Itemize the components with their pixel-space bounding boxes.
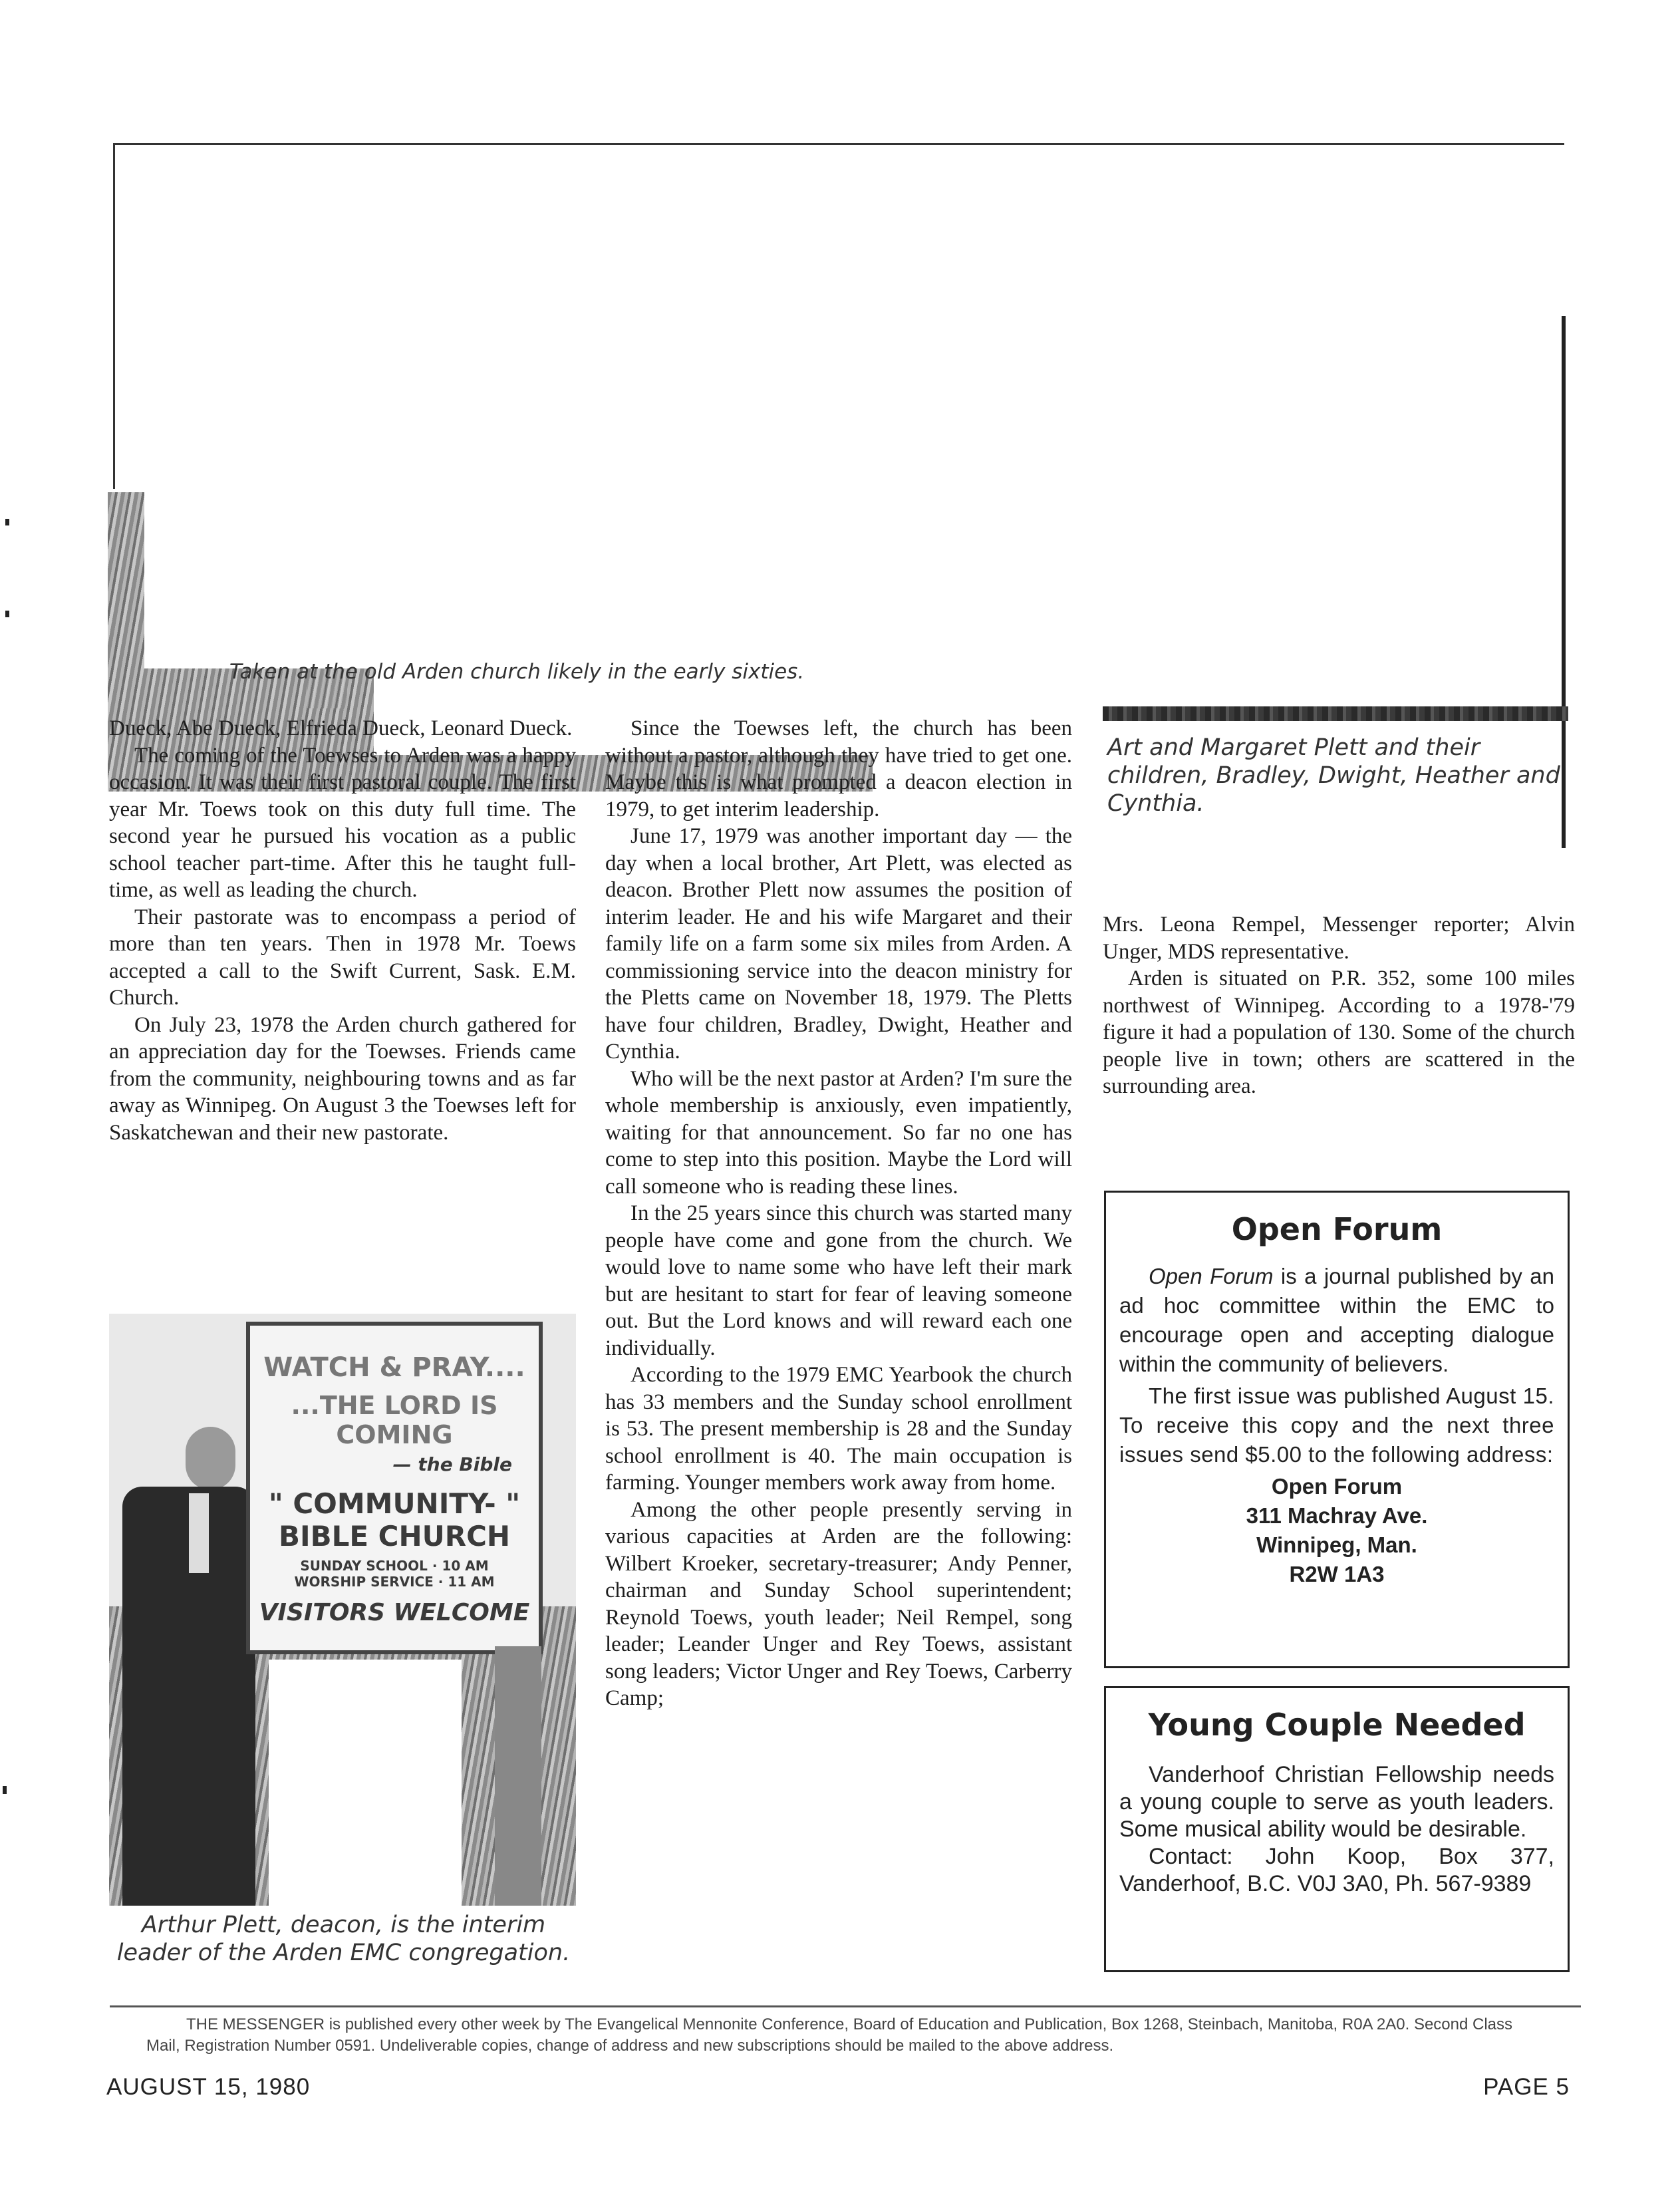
col2-para-3: Who will be the next pastor at Arden? I'm sure the whole membership is anxiously, even impatiently, waiting for that announcement. So far no one has come to step into this position. Maybe the Lord will call someone who is reading these lines. [605,1066,1072,1199]
sign-photo [109,1314,576,1906]
col2-para-1: Since the Toewses left, the church has been without a pastor, although they have tried to get one. Maybe this is what prompted a deacon election in 1979, to get interim leadership. [605,716,1072,821]
young-couple-title: Young Couple Needed [1148,1707,1526,1743]
top-photo-frame-left [113,143,115,489]
sign-photo-whiteout [269,1660,462,1906]
open-forum-intro [1119,1262,1554,1379]
sign-photo-caption: Arthur Plett, deacon, is the interim leader of the Arden EMC congregation. [116,1912,571,1966]
address-line-3: Winnipeg, Man. [1256,1533,1417,1557]
top-photo-frame-top [114,143,1564,145]
sign-line-3: — the Bible [392,1453,512,1475]
column-3 [1103,911,1575,1100]
col3-para-2: Arden is situated on P.R. 352, some 100 miles northwest of Winnipeg. According to a 1978-'79 figure it had a population of 130. Some of the church people live in town; others are scattered in the surrounding area. [1103,966,1575,1098]
col1-para-3: Their pastorate was to encompass a period of more than ten years. Then in 1978 Mr. Toews accepted a call to the Swift Current, Sask. E.M. Church. [109,905,576,1010]
margin-mark-3 [3,1786,7,1794]
young-couple-para-1: Vanderhoof Christian Fellowship needs a young couple to serve as youth leaders. Some musical ability would be desirable. [1119,1762,1554,1842]
address-line-1: Open Forum [1271,1474,1403,1499]
footer-page: PAGE 5 [1483,2074,1570,2100]
col2-para-2: June 17, 1979 was another important day — the day when a local brother, Art Plett, was elected as deacon. Brother Plett now assumes the position of interim leader. He and his wife Margaret and their family life on a farm some six miles from Arden. A commissioning service into the deacon ministry for the Pletts came on November 18, 1979. The Pletts have four children, Bradley, Dwight, Heather and Cynthia. [605,824,1072,1064]
sign-line-4: " COMMUNITY- " [268,1487,521,1520]
man-shirt [189,1493,209,1573]
footer-date: AUGUST 15, 1980 [106,2074,311,2100]
address-line-2: 311 Machray Ave. [1246,1503,1428,1528]
young-couple-para-2: Contact: John Koop, Box 377, Vanderhoof, B.C. V0J 3A0, Ph. 567-9389 [1119,1844,1554,1896]
col3-para-1: Mrs. Leona Rempel, Messenger reporter; Alvin Unger, MDS representative. [1103,913,1575,964]
open-forum-intro-rest: is a journal published by an ad hoc committee within the EMC to encourage open and accepting dialogue within the community of believers. [1119,1264,1554,1376]
top-photo [108,143,1566,652]
right-photo-bottom-edge [1103,706,1568,721]
open-forum-box [1104,1191,1570,1668]
sign-line-6: SUNDAY SCHOOL · 10 AM [300,1558,489,1574]
open-forum-para-2: The first issue was published August 15. To receive this copy and the next three issues send $5.00 to the following address: [1119,1384,1554,1467]
open-forum-address [1119,1472,1554,1589]
top-photo-caption: Taken at the old Arden church likely in the early sixties. [229,660,805,684]
right-photo-caption: Art and Margaret Plett and their children, Bradley, Dwight, Heather and Cynthia. [1107,734,1560,817]
col1-para-1: Dueck, Abe Dueck, Elfrieda Dueck, Leonard Dueck. [109,716,573,740]
man-head [186,1427,235,1490]
sign-post [495,1646,541,1906]
sign-line-2: ...THE LORD IS COMING [291,1391,498,1449]
open-forum-body [1119,1262,1554,1469]
footer-rule [110,2005,1581,2007]
column-2 [605,715,1072,1712]
open-forum-intro-italic: Open Forum [1149,1264,1274,1288]
man-figure [116,1427,249,1906]
col1-para-2: The coming of the Toewses to Arden was a happy occasion. It was their first pastoral couple. The first year Mr. Toews took on this duty full time. The second year he pursued his vocation as a public school teacher part-time. After this he taught full-time, as well as leading the church. [109,743,576,902]
margin-mark-2 [5,611,9,617]
young-couple-body [1119,1761,1554,1898]
young-couple-box [1104,1686,1570,1972]
open-forum-title: Open Forum [1231,1211,1443,1247]
sign-line-5: BIBLE CHURCH [278,1520,511,1552]
sign-line-1: WATCH & PRAY.... [263,1352,525,1383]
column-1 [109,715,576,1146]
sign-line-7: WORSHIP SERVICE · 11 AM [294,1574,495,1590]
church-sign [246,1322,543,1654]
top-photo-whiteout-1 [144,456,876,668]
sign-line-8: VISITORS WELCOME [259,1599,530,1626]
col1-para-4: On July 23, 1978 the Arden church gathered for an appreciation day for the Toewses. Friends came from the community, neighbouring towns and as far away as Winnipeg. On August 3 the Toewses left for Saskatchewan and their new pastorate. [109,1012,576,1145]
footer-publisher-note: THE MESSENGER is published every other week by The Evangelical Mennonite Conference, Board of Education and Publication, Box 1268, Steinbach, Manitoba, R0A 2A0. Second Class Mail, Registration Number 0591. Undeliverable copies, change of address and new subscriptions should be mailed to the above address. [146,2015,1513,2055]
col2-para-6: Among the other people presently serving in various capacities at Arden are the following: Wilbert Kroeker, secretary-treasurer; Andy Penner, chairman and Sunday School superintendent; Reynold Toews, youth leader; Neil Rempel, song leader; Leander Unger and Rey Toews, assistant song leaders; Victor Unger and Rey Toews, Carberry Camp; [605,1497,1072,1710]
col2-para-5: According to the 1979 EMC Yearbook the church has 33 members and the Sunday school enrollment is 53. The present membership is 28 and the Sunday school enrollment is 40. The main occupation is farming. Younger members work away from home. [605,1363,1072,1495]
col2-para-4: In the 25 years since this church was started many people have come and gone from the church. We would love to name some who have left their mark but are hesitant to start for fear of leaving someone out. But the Lord knows and will reward each one individually. [605,1201,1072,1360]
address-line-4: R2W 1A3 [1289,1562,1385,1586]
margin-mark-1 [5,519,9,525]
